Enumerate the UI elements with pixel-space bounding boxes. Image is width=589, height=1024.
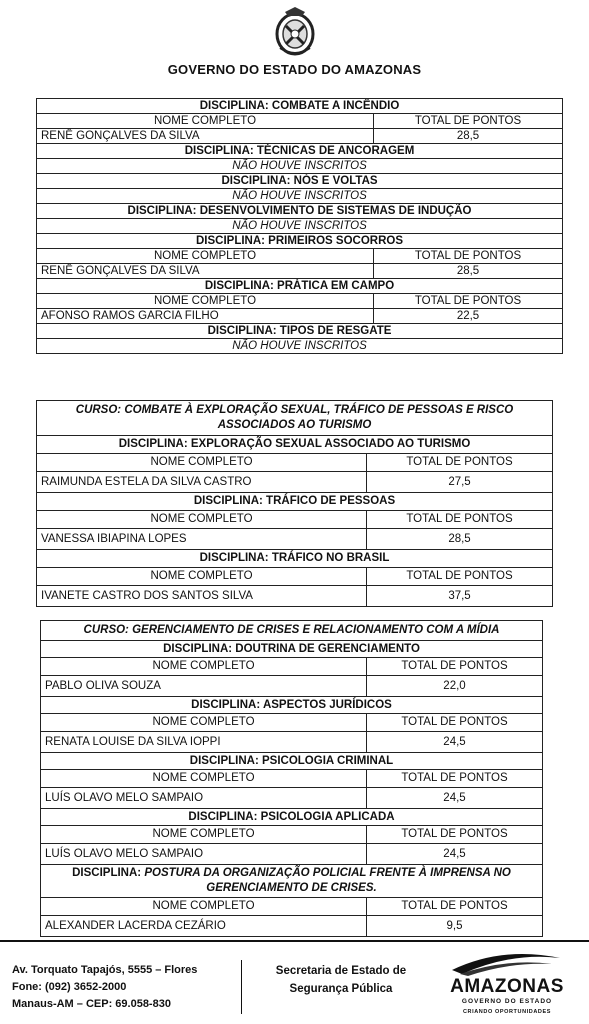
table-row [37, 309, 563, 324]
government-title: GOVERNO DO ESTADO DO AMAZONAS [167, 62, 422, 77]
discipline-heading: DISCIPLINA: DOUTRINA DE GERENCIAMENTO [41, 641, 543, 658]
column-header-total: TOTAL DE PONTOS [367, 511, 553, 529]
table-row [41, 788, 543, 809]
participant-score: 22,0 [367, 676, 543, 697]
participant-name: ALEXANDER LACERDA CEZÁRIO [41, 916, 367, 937]
column-header-name: NOME COMPLETO [37, 249, 374, 264]
participant-score: 24,5 [367, 844, 543, 865]
column-header-name: NOME COMPLETO [37, 294, 374, 309]
logo-swoosh-icon [432, 948, 582, 978]
table-row [41, 844, 543, 865]
participant-name: VANESSA IBIAPINA LOPES [37, 529, 367, 550]
discipline-heading: DISCIPLINA: PRÁTICA EM CAMPO [37, 279, 563, 294]
address-line: Av. Torquato Tapajós, 5555 – Flores [12, 964, 198, 976]
discipline-heading: DISCIPLINA: TIPOS DE RESGATE [37, 324, 563, 339]
table-row [37, 129, 563, 144]
participant-name: RENÊ GONÇALVES DA SILVA [37, 129, 374, 144]
participant-score: 24,5 [367, 788, 543, 809]
table-row [41, 676, 543, 697]
discipline-heading [41, 865, 543, 898]
table-row [37, 529, 553, 550]
discipline-heading: DISCIPLINA: EXPLORAÇÃO SEXUAL ASSOCIADO AO TURISMO [37, 436, 553, 454]
footer-separator [241, 960, 242, 1014]
column-header-total: TOTAL DE PONTOS [367, 770, 543, 788]
discipline-heading: DISCIPLINA: PSICOLOGIA CRIMINAL [41, 753, 543, 770]
participant-name: LUÍS OLAVO MELO SAMPAIO [41, 788, 367, 809]
column-header-total: TOTAL DE PONTOS [367, 658, 543, 676]
participant-name: RAIMUNDA ESTELA DA SILVA CASTRO [37, 472, 367, 493]
city-line: Manaus-AM – CEP: 69.058-830 [12, 998, 171, 1010]
phone-line: Fone: (092) 3652-2000 [12, 981, 127, 993]
table-row [41, 916, 543, 937]
column-header-name: NOME COMPLETO [37, 511, 367, 529]
course-heading: CURSO: COMBATE À EXPLORAÇÃO SEXUAL, TRÁFICO DE PESSOAS E RISCO ASSOCIADOS AO TURISMO [37, 401, 553, 436]
no-enrollees-note: NÃO HOUVE INSCRITOS [37, 339, 563, 354]
secretaria-line-2: Segurança Pública [289, 983, 393, 995]
state-coat-of-arms-icon [272, 4, 318, 58]
column-header-name: NOME COMPLETO [37, 454, 367, 472]
column-header-total: TOTAL DE PONTOS [374, 114, 563, 129]
table-row [37, 472, 553, 493]
secretaria-line-1: Secretaria de Estado de [275, 965, 407, 977]
discipline-heading: DISCIPLINA: COMBATE A INCÊNDIO [37, 99, 563, 114]
participant-score: 24,5 [367, 732, 543, 753]
column-header-name: NOME COMPLETO [37, 568, 367, 586]
logo-subtitle: GOVERNO DO ESTADO [461, 998, 553, 1005]
discipline-heading: DISCIPLINA: PSICOLOGIA APLICADA [41, 809, 543, 826]
column-header-total: TOTAL DE PONTOS [367, 714, 543, 732]
column-header-total: TOTAL DE PONTOS [374, 249, 563, 264]
participant-name: LUÍS OLAVO MELO SAMPAIO [41, 844, 367, 865]
page-header [0, 0, 589, 90]
column-header-name: NOME COMPLETO [41, 898, 367, 916]
column-header-name: NOME COMPLETO [41, 658, 367, 676]
discipline-heading: DISCIPLINA: TRÁFICO DE PESSOAS [37, 493, 553, 511]
participant-name: AFONSO RAMOS GARCIA FILHO [37, 309, 374, 324]
participant-score: 28,5 [367, 529, 553, 550]
secretaria-name [266, 962, 416, 998]
section-table-2 [36, 400, 553, 607]
no-enrollees-note: NÃO HOUVE INSCRITOS [37, 159, 563, 174]
no-enrollees-note: NÃO HOUVE INSCRITOS [37, 189, 563, 204]
discipline-prefix: DISCIPLINA: [72, 867, 145, 879]
section-table-1 [36, 98, 563, 354]
participant-score: 9,5 [367, 916, 543, 937]
discipline-heading: DISCIPLINA: NÓS E VOLTAS [37, 174, 563, 189]
participant-score: 22,5 [374, 309, 563, 324]
column-header-name: NOME COMPLETO [41, 714, 367, 732]
course-heading: CURSO: GERENCIAMENTO DE CRISES E RELACIONAMENTO COM A MÍDIA [41, 621, 543, 641]
participant-name: RENÊ GONÇALVES DA SILVA [37, 264, 374, 279]
column-header-total: TOTAL DE PONTOS [367, 568, 553, 586]
discipline-heading: DISCIPLINA: ASPECTOS JURÍDICOS [41, 697, 543, 714]
column-header-total: TOTAL DE PONTOS [367, 454, 553, 472]
participant-score: 37,5 [367, 586, 553, 607]
table-row [37, 264, 563, 279]
column-header-name: NOME COMPLETO [41, 770, 367, 788]
participant-score: 28,5 [374, 129, 563, 144]
footer-address [12, 962, 197, 1013]
column-header-total: TOTAL DE PONTOS [367, 826, 543, 844]
column-header-name: NOME COMPLETO [37, 114, 374, 129]
column-header-total: TOTAL DE PONTOS [367, 898, 543, 916]
participant-name: PABLO OLIVA SOUZA [41, 676, 367, 697]
logo-slogan: CRIANDO OPORTUNIDADES [462, 1009, 552, 1015]
logo-wordmark: AMAZONAS [450, 976, 564, 997]
discipline-heading: DISCIPLINA: DESENVOLVIMENTO DE SISTEMAS DE INDUÇÃO [37, 204, 563, 219]
column-header-total: TOTAL DE PONTOS [374, 294, 563, 309]
discipline-heading: DISCIPLINA: PRIMEIROS SOCORROS [37, 234, 563, 249]
no-enrollees-note: NÃO HOUVE INSCRITOS [37, 219, 563, 234]
discipline-title: POSTURA DA ORGANIZAÇÃO POLICIAL FRENTE À IMPRENSA NO GERENCIAMENTO DE CRISES. [144, 867, 511, 894]
discipline-heading: DISCIPLINA: TRÁFICO NO BRASIL [37, 550, 553, 568]
table-row [41, 732, 543, 753]
amazonas-logo [432, 948, 582, 1020]
participant-name: RENATA LOUISE DA SILVA IOPPI [41, 732, 367, 753]
participant-score: 28,5 [374, 264, 563, 279]
section-table-3 [40, 620, 543, 937]
participant-score: 27,5 [367, 472, 553, 493]
table-row [37, 586, 553, 607]
participant-name: IVANETE CASTRO DOS SANTOS SILVA [37, 586, 367, 607]
column-header-name: NOME COMPLETO [41, 826, 367, 844]
footer-divider [0, 940, 589, 942]
discipline-heading: DISCIPLINA: TÉCNICAS DE ANCORAGEM [37, 144, 563, 159]
